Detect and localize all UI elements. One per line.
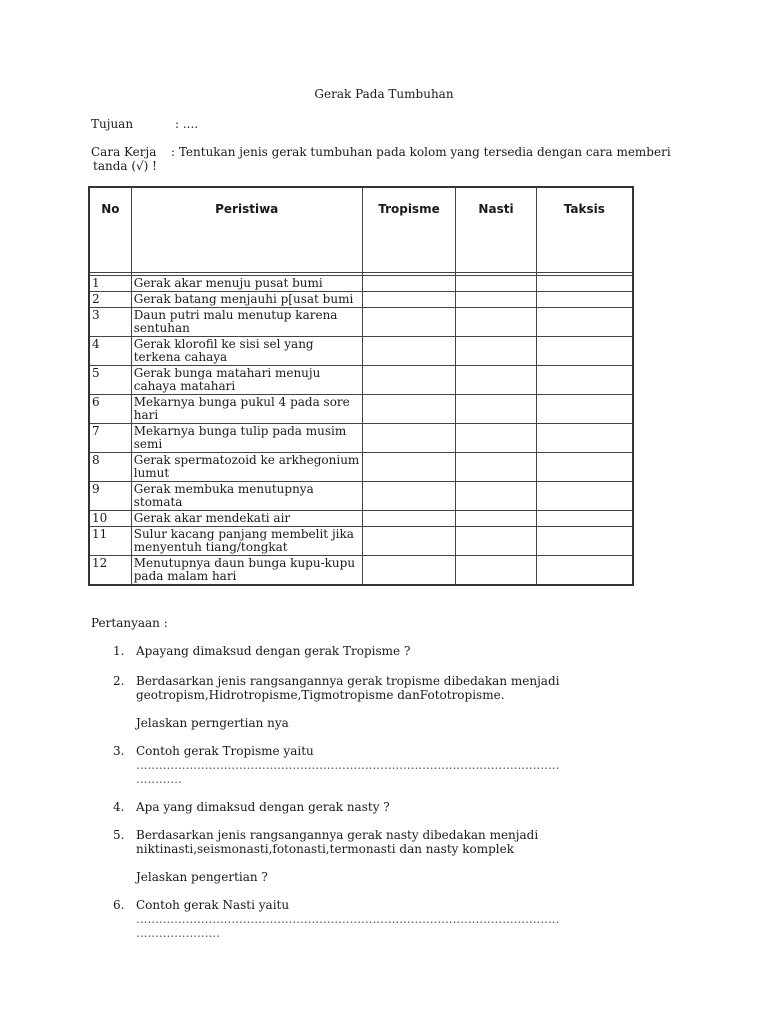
table-row [89,424,633,453]
event-cell: Mekarnya bunga pukul 4 pada sore hari [131,395,362,424]
event-cell: Gerak klorofil ke sisi sel yang terkena cahaya [131,337,362,366]
question-text-line2: geotropism,Hidrotropisme,Tigmotropisme danFototropisme. [136,688,505,702]
nasti-check-cell[interactable] [456,276,536,292]
question-item [91,828,691,884]
table-row [89,511,633,527]
question-list [91,644,691,940]
header-taksis: Taksis [536,187,633,273]
taksis-check-cell[interactable] [536,482,633,511]
tropisme-check-cell[interactable] [362,337,456,366]
event-cell: Gerak akar mendekati air [131,511,362,527]
nasti-check-cell[interactable] [456,482,536,511]
row-number-cell: 8 [89,453,131,482]
tropisme-check-cell[interactable] [362,511,456,527]
table-row [89,276,633,292]
taksis-check-cell[interactable] [536,556,633,586]
question-item [91,744,691,786]
nasti-check-cell[interactable] [456,453,536,482]
event-cell: Daun putri malu menutup karena sentuhan [131,308,362,337]
row-number-cell: 12 [89,556,131,586]
cara-kerja-text-line2: tanda (√) ! [93,159,158,173]
taksis-check-cell[interactable] [536,527,633,556]
cara-kerja-text-line1: : Tentukan jenis gerak tumbuhan pada kolom yang tersedia dengan cara memberi [171,145,671,159]
row-number-cell: 1 [89,276,131,292]
answer-dotted-line[interactable]: ............................................................................................................... [136,912,560,926]
nasti-check-cell[interactable] [456,337,536,366]
table-row [89,453,633,482]
answer-dotted-line[interactable]: ............ [136,772,182,786]
question-number: 2. [113,674,125,688]
nasti-check-cell[interactable] [456,366,536,395]
nasti-check-cell[interactable] [456,308,536,337]
question-item [91,898,691,940]
taksis-check-cell[interactable] [536,424,633,453]
table-row [89,292,633,308]
event-cell: Gerak spermatozoid ke arkhegonium lumut [131,453,362,482]
event-cell: Gerak batang menjauhi p[usat bumi [131,292,362,308]
event-cell: Mekarnya bunga tulip pada musim semi [131,424,362,453]
tropisme-check-cell[interactable] [362,556,456,586]
nasti-check-cell[interactable] [456,527,536,556]
event-cell: Menutupnya daun bunga kupu-kupu pada malam hari [131,556,362,586]
question-subprompt: Jelaskan pengertian ? [136,870,268,884]
nasti-check-cell[interactable] [456,556,536,586]
row-number-cell: 4 [89,337,131,366]
table-row [89,482,633,511]
header-tropisme: Tropisme [362,187,456,273]
event-cell: Sulur kacang panjang membelit jika menyentuh tiang/tongkat [131,527,362,556]
taksis-check-cell[interactable] [536,308,633,337]
question-text: Berdasarkan jenis rangsangannya gerak tropisme dibedakan menjadi [136,674,560,688]
question-item [91,674,691,730]
tropisme-check-cell[interactable] [362,527,456,556]
row-number-cell: 3 [89,308,131,337]
row-number-cell: 9 [89,482,131,511]
answer-dotted-line[interactable]: ...................... [136,926,220,940]
event-cell: Gerak akar menuju pusat bumi [131,276,362,292]
question-number: 5. [113,828,125,842]
row-number-cell: 6 [89,395,131,424]
header-nasti: Nasti [456,187,536,273]
tropisme-check-cell[interactable] [362,308,456,337]
nasti-check-cell[interactable] [456,511,536,527]
tropisme-check-cell[interactable] [362,424,456,453]
question-item [91,644,691,658]
question-number: 4. [113,800,125,814]
question-text: Apa yang dimaksud dengan gerak nasty ? [136,800,390,814]
taksis-check-cell[interactable] [536,366,633,395]
question-number: 1. [113,644,125,658]
question-text: Apayang dimaksud dengan gerak Tropisme ? [136,644,411,658]
nasti-check-cell[interactable] [456,424,536,453]
table-row [89,527,633,556]
table-row [89,395,633,424]
taksis-check-cell[interactable] [536,453,633,482]
table-row [89,366,633,395]
question-number: 6. [113,898,125,912]
nasti-check-cell[interactable] [456,292,536,308]
tujuan-row [91,117,199,131]
question-number: 3. [113,744,125,758]
cara-kerja-label: Cara Kerja [91,145,157,159]
header-no: No [89,187,131,273]
table-body [89,273,633,586]
tujuan-label: Tujuan [91,117,134,131]
row-number-cell: 10 [89,511,131,527]
row-number-cell: 2 [89,292,131,308]
tropisme-check-cell[interactable] [362,395,456,424]
taksis-check-cell[interactable] [536,292,633,308]
taksis-check-cell[interactable] [536,511,633,527]
tropisme-check-cell[interactable] [362,276,456,292]
question-text: Contoh gerak Nasti yaitu [136,898,290,912]
answer-dotted-line[interactable]: ............................................................................................................... [136,758,560,772]
nasti-check-cell[interactable] [456,395,536,424]
page-title: Gerak Pada Tumbuhan [314,87,454,101]
tropisme-check-cell[interactable] [362,482,456,511]
event-cell: Gerak bunga matahari menuju cahaya matahari [131,366,362,395]
taksis-check-cell[interactable] [536,276,633,292]
cara-kerja-row [91,145,671,173]
question-text-line2: niktinasti,seismonasti,fotonasti,termonasti dan nasty komplek [136,842,514,856]
table-row [89,337,633,366]
taksis-check-cell[interactable] [536,337,633,366]
question-text: Contoh gerak Tropisme yaitu [136,744,314,758]
question-text: Berdasarkan jenis rangsangannya gerak nasty dibedakan menjadi [136,828,539,842]
row-number-cell: 5 [89,366,131,395]
question-subprompt: Jelaskan perngertian nya [136,716,289,730]
event-cell: Gerak membuka menutupnya stomata [131,482,362,511]
row-number-cell: 11 [89,527,131,556]
table-header-row [89,187,633,273]
tropisme-check-cell[interactable] [362,366,456,395]
pertanyaan-label: Pertanyaan : [91,616,168,630]
tropisme-check-cell[interactable] [362,453,456,482]
table-row [89,308,633,337]
tropisme-check-cell[interactable] [362,292,456,308]
taksis-check-cell[interactable] [536,395,633,424]
movement-table [88,186,634,586]
question-item [91,800,691,814]
table-row [89,556,633,586]
tujuan-value: : .... [175,117,199,131]
header-peristiwa: Peristiwa [131,187,362,273]
row-number-cell: 7 [89,424,131,453]
